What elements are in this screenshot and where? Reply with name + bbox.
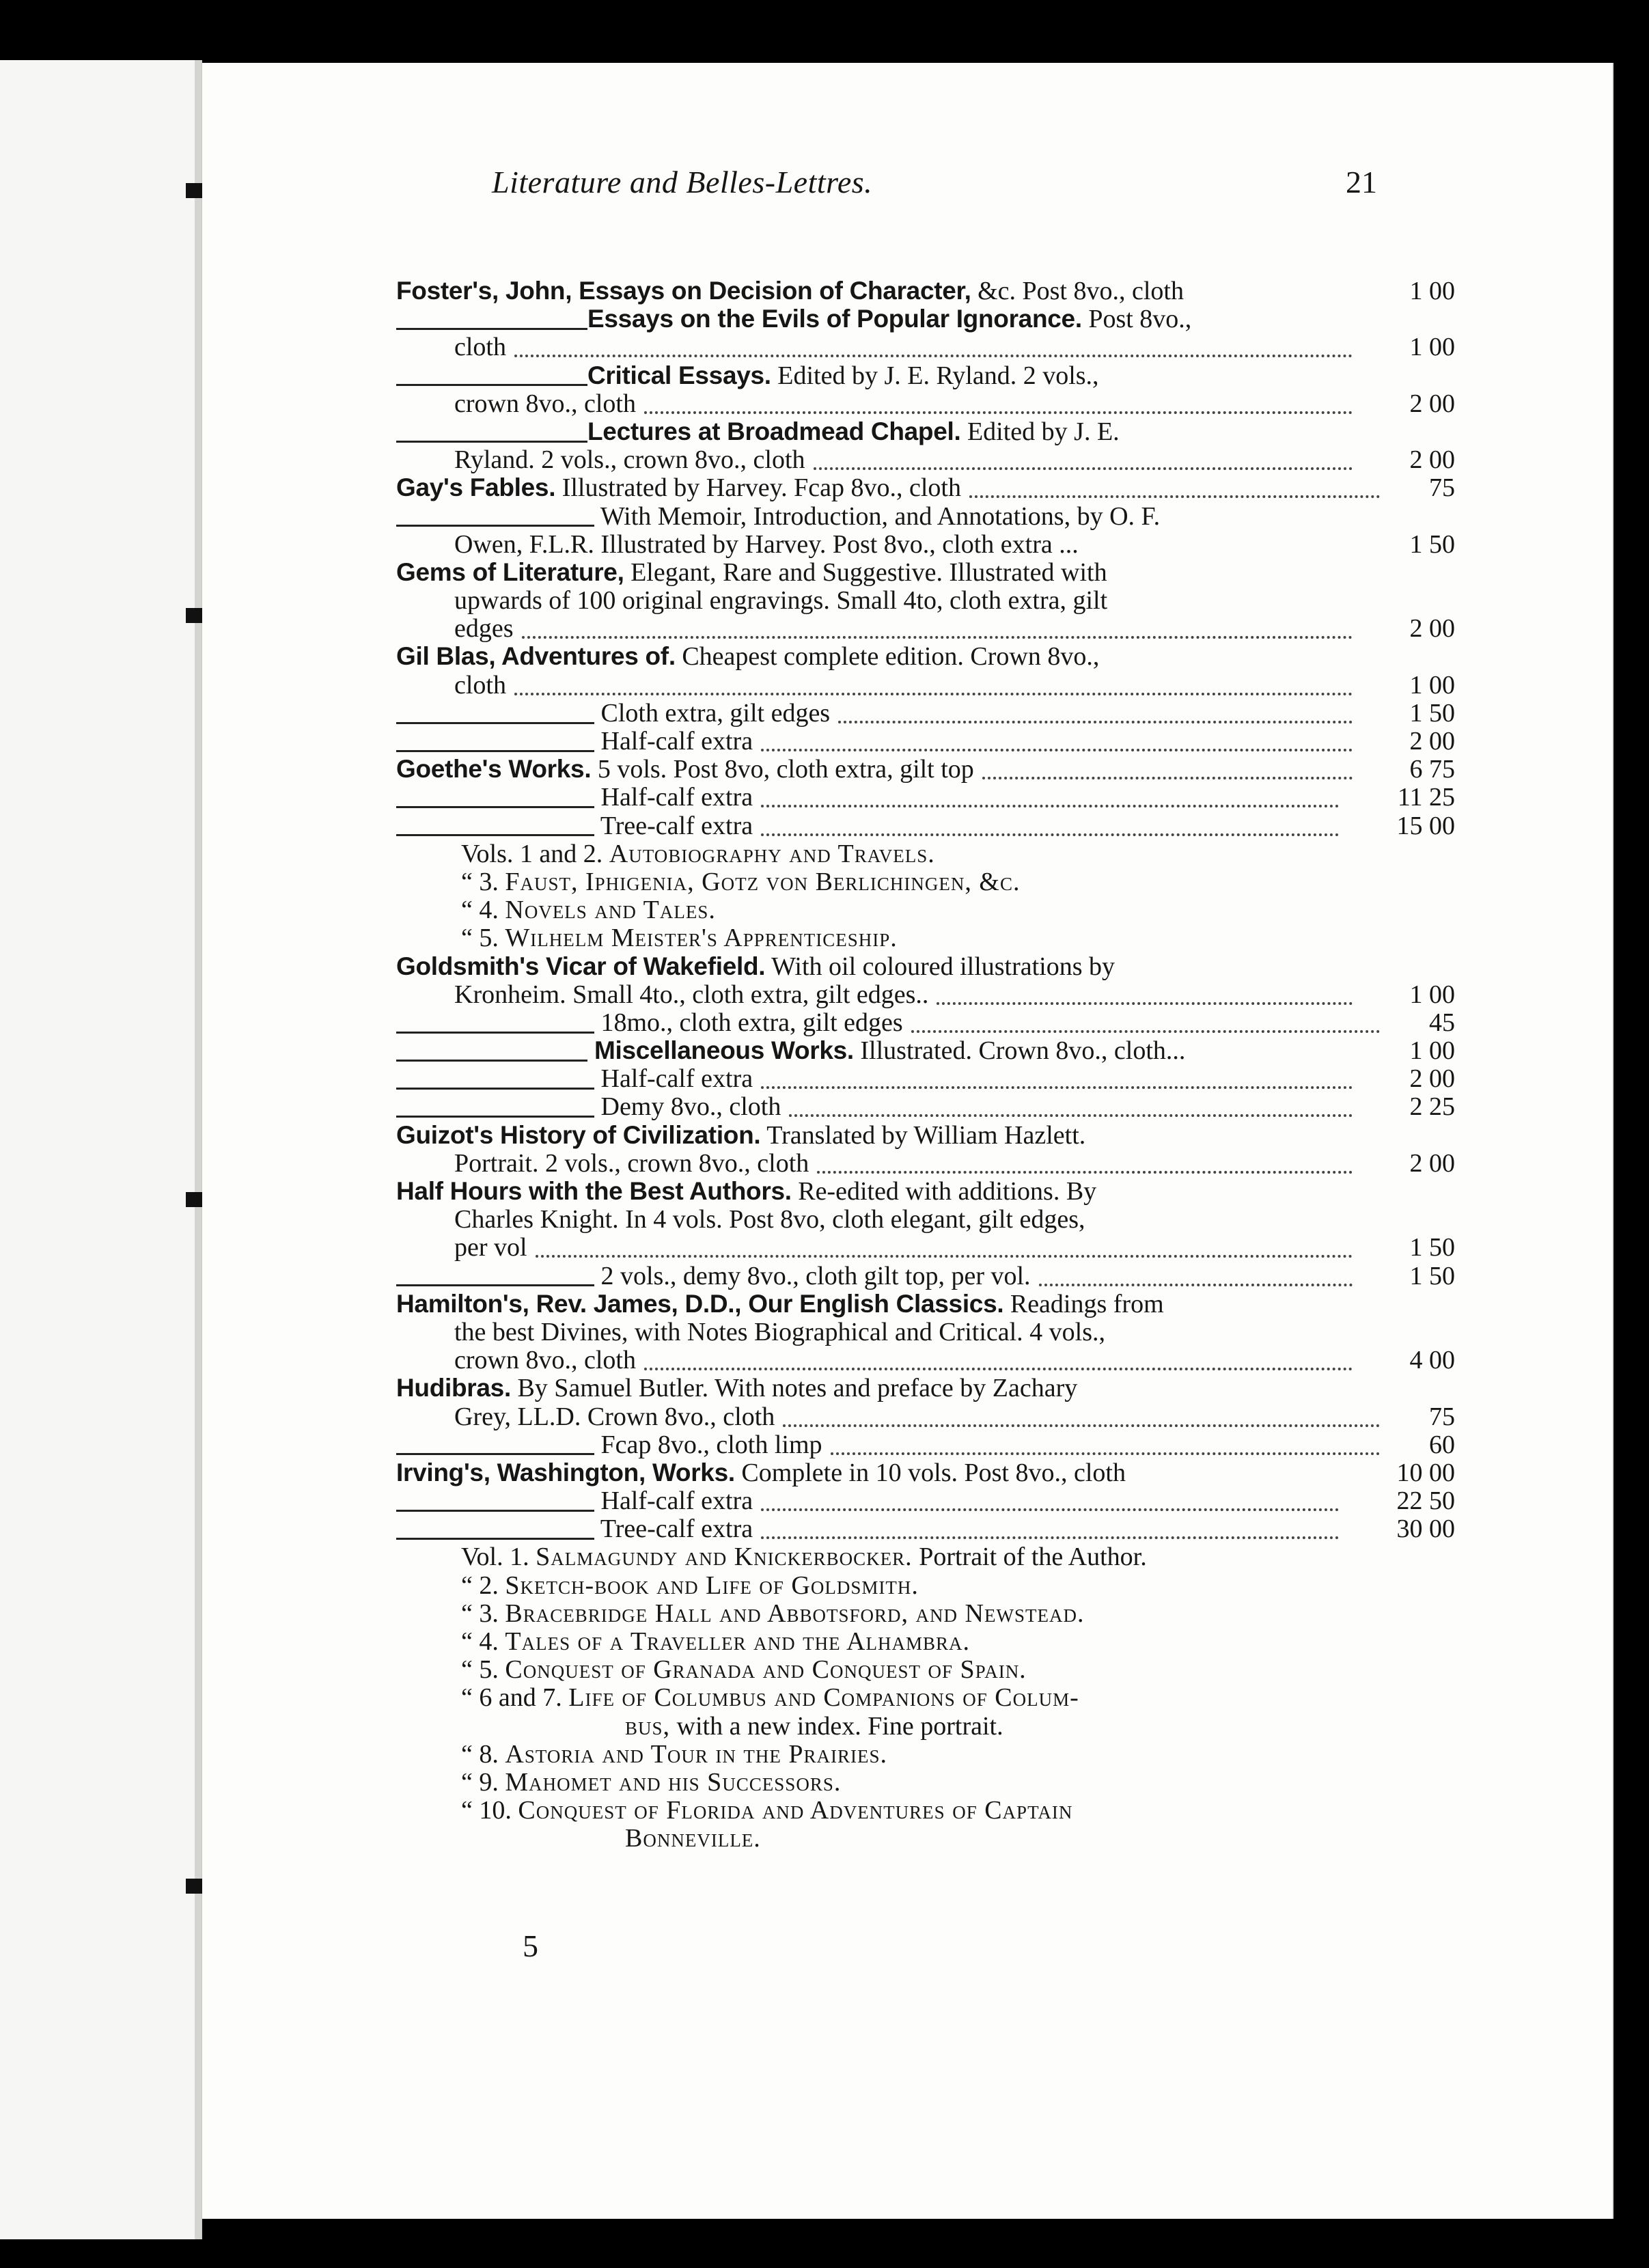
entry-text	[454, 1149, 809, 1178]
entry-text	[454, 1346, 636, 1374]
ditto-rule	[396, 707, 594, 724]
entry-description: With oil coloured illustrations by	[765, 952, 1116, 981]
entry-description: &c. Post 8vo., cloth	[971, 277, 1184, 305]
dot-leader	[969, 467, 1380, 498]
catalogue-line	[396, 1655, 1435, 1683]
price: 6 75	[1409, 755, 1455, 784]
entry-description: “ 4.	[461, 1627, 505, 1656]
entry-title: Goethe's Works.	[396, 755, 592, 784]
entry-description: Owen, F.L.R. Illustrated by Harvey. Post 8vo., cloth extra ...	[454, 529, 1079, 559]
entry-description: Elegant, Rare and Suggestive. Illustrated with	[624, 557, 1107, 587]
catalogue-line	[396, 1683, 1435, 1711]
catalogue-line	[396, 1177, 1435, 1205]
price: 60	[1429, 1430, 1455, 1459]
price: 1 50	[1409, 1233, 1455, 1262]
entry-description: “ 3.	[461, 867, 505, 896]
entry-description: Half-calf extra	[594, 783, 753, 812]
entry-text	[454, 1233, 527, 1262]
entry-description: Edited by J. E.	[960, 417, 1120, 446]
price: 10 00	[1396, 1458, 1455, 1487]
dot-leader	[761, 1057, 1353, 1089]
entry-description: “ 2.	[461, 1571, 505, 1600]
dot-leader	[814, 439, 1353, 470]
entry-text	[396, 1008, 903, 1037]
catalogue-line	[396, 1515, 1455, 1544]
price: 45	[1429, 1008, 1455, 1037]
entry-title: Gems of Literature,	[396, 557, 624, 586]
entry-description: “ 3.	[461, 1599, 505, 1628]
entry-description: Ryland. 2 vols., crown 8vo., cloth	[454, 445, 805, 475]
entry-text	[396, 812, 753, 840]
entry-description: Portrait. 2 vols., crown 8vo., cloth	[454, 1148, 809, 1178]
volume-contents: Salmagundy and Knickerbocker.	[536, 1543, 913, 1572]
dot-leader	[831, 1424, 1380, 1455]
entry-text	[461, 1796, 1072, 1825]
entry-text	[625, 1712, 1003, 1741]
dot-leader	[817, 1142, 1353, 1174]
volume-contents: Novels and Tales.	[505, 896, 716, 925]
ditto-rule	[396, 1438, 594, 1455]
catalogue-line	[396, 389, 1455, 418]
ditto-rule	[396, 1101, 594, 1118]
price: 15 00	[1396, 811, 1455, 840]
entry-description: Readings from	[1003, 1289, 1164, 1318]
price: 11 25	[1397, 783, 1455, 812]
entry-description: Edited by J. E. Ryland. 2 vols.,	[771, 361, 1099, 390]
volume-contents: Wilhelm Meister's Apprenticeship.	[505, 924, 898, 953]
entry-description: upwards of 100 original engravings. Small 4to, cloth extra, gilt	[454, 586, 1108, 616]
entry-text	[396, 1486, 753, 1515]
volume-contents: Bracebridge Hall and Abbotsford, and Newstead.	[505, 1599, 1085, 1628]
catalogue-line	[396, 1430, 1455, 1459]
catalogue-entries	[396, 277, 1455, 1853]
entry-text	[396, 1064, 753, 1093]
entry-text	[396, 1515, 753, 1543]
entry-title: Irving's, Washington, Works.	[396, 1458, 735, 1486]
price: 1 00	[1409, 333, 1455, 362]
catalogue-line	[396, 868, 1435, 896]
entry-description: “ 5.	[461, 1655, 505, 1685]
entry-title: Half Hours with the Best Authors.	[396, 1177, 792, 1205]
entry-description: Vols. 1 and 2.	[461, 839, 609, 868]
entry-text	[454, 1402, 775, 1431]
catalogue-line	[396, 1346, 1455, 1375]
page-number: 21	[1346, 165, 1377, 199]
dot-leader	[838, 692, 1353, 723]
entry-description: Tree-calf extra	[594, 1515, 753, 1544]
entry-title: Gay's Fables.	[396, 473, 556, 502]
entry-description: By Samuel Butler. With notes and preface by Zachary	[510, 1374, 1078, 1403]
catalogue-line	[396, 614, 1455, 644]
volume-contents: Life of Columbus and Companions of Colum-	[568, 1683, 1079, 1713]
ditto-rule	[396, 1269, 594, 1286]
entry-title: Goldsmith's Vicar of Wakefield.	[396, 952, 766, 980]
entry-description: per vol	[454, 1233, 527, 1262]
dot-leader	[644, 1339, 1353, 1370]
entry-title: Critical Essays.	[587, 361, 771, 389]
volume-contents: Bonneville.	[625, 1824, 761, 1853]
entry-text	[396, 1430, 822, 1459]
entry-text	[454, 530, 1079, 559]
entry-title: Essays on the Evils of Popular Ignorance.	[587, 305, 1082, 333]
ditto-rule	[396, 1495, 594, 1512]
entry-text	[461, 1543, 1147, 1571]
entry-text	[461, 1627, 970, 1656]
entry-title: Hudibras.	[396, 1374, 511, 1402]
price: 1 00	[1409, 1036, 1455, 1066]
price: 2 00	[1409, 445, 1455, 475]
entry-description: the best Divines, with Notes Biographical and Critical. 4 vols.,	[454, 1317, 1106, 1346]
price: 75	[1429, 1402, 1455, 1431]
price: 1 00	[1409, 277, 1455, 305]
entry-description: Half-calf extra	[594, 1486, 753, 1516]
entry-description: Illustrated by Harvey. Fcap 8vo., cloth	[555, 473, 961, 503]
ditto-rule	[396, 735, 594, 752]
dot-leader	[937, 973, 1353, 1005]
ditto-rule	[396, 1017, 594, 1034]
entry-description: crown 8vo., cloth	[454, 1346, 636, 1375]
catalogue-line	[396, 1261, 1455, 1290]
entry-description: cloth	[454, 333, 506, 362]
price: 2 00	[1409, 727, 1455, 756]
entry-text	[461, 1599, 1084, 1628]
price: 2 00	[1409, 389, 1455, 418]
catalogue-line	[396, 924, 1435, 952]
entry-description: Re-edited with additions. By	[791, 1177, 1097, 1206]
price: 4 00	[1409, 1346, 1455, 1375]
entry-text	[396, 1290, 1164, 1318]
entry-text	[454, 389, 636, 418]
entry-description: Cheapest complete edition. Crown 8vo.,	[675, 642, 1100, 672]
volume-contents: Astoria and Tour in the Prairies.	[505, 1739, 887, 1769]
catalogue-line	[396, 333, 1455, 362]
catalogue-line	[396, 840, 1435, 868]
catalogue-line	[396, 1824, 1435, 1852]
catalogue-line	[396, 1599, 1435, 1627]
entry-description: Fcap 8vo., cloth limp	[594, 1430, 822, 1459]
price: 1 50	[1409, 1261, 1455, 1290]
price: 75	[1429, 473, 1455, 503]
entry-text	[396, 727, 753, 756]
catalogue-line	[396, 473, 1455, 503]
volume-contents: Sketch-book and Life of Goldsmith.	[505, 1571, 919, 1600]
volume-contents: Conquest of Florida and Adventures of Captain	[518, 1796, 1073, 1825]
dot-leader	[514, 664, 1353, 695]
catalogue-line	[396, 896, 1435, 924]
dot-leader	[761, 1508, 1339, 1539]
catalogue-line	[396, 1092, 1455, 1122]
entry-description: “ 5.	[461, 924, 505, 953]
entry-description: Half-calf extra	[594, 727, 753, 756]
dot-leader	[1039, 1255, 1353, 1286]
price: 1 50	[1409, 698, 1455, 728]
entry-text	[461, 840, 935, 868]
entry-description: Cloth extra, gilt edges	[594, 698, 831, 728]
entry-description: “ 4.	[461, 896, 505, 925]
entry-description: Kronheim. Small 4to., cloth extra, gilt edges..	[454, 980, 929, 1009]
entry-description: Tree-calf extra	[594, 811, 753, 840]
entry-text	[461, 1655, 1027, 1684]
catalogue-line	[396, 811, 1455, 840]
entry-description: Charles Knight. In 4 vols. Post 8vo, cloth elegant, gilt edges,	[454, 1205, 1085, 1234]
volume-note: Portrait of the Author.	[912, 1543, 1147, 1572]
entry-description: Complete in 10 vols. Post 8vo., cloth	[734, 1458, 1126, 1487]
entry-description: Post 8vo.,	[1081, 305, 1192, 334]
entry-description: 18mo., cloth extra, gilt edges	[594, 1008, 903, 1037]
volume-contents: Tales of a Traveller and the Alhambra.	[505, 1627, 970, 1656]
ditto-rule	[396, 1073, 594, 1090]
dot-leader	[761, 1480, 1339, 1511]
signature-mark: 5	[523, 1928, 538, 1963]
entry-description: cloth	[454, 670, 506, 700]
entry-description: Translated by William Hazlett.	[760, 1120, 1086, 1150]
dot-leader	[514, 326, 1353, 357]
entry-text	[461, 1683, 1079, 1712]
price: 30 00	[1396, 1515, 1455, 1544]
catalogue-line	[396, 277, 1455, 305]
price: 1 50	[1409, 529, 1455, 559]
entry-description: “ 8.	[461, 1739, 505, 1769]
volume-contents: Autobiography and Travels.	[609, 839, 935, 868]
entry-title: Foster's, John, Essays on Decision of Character,	[396, 277, 971, 305]
catalogue-line	[396, 1148, 1455, 1178]
entry-text	[454, 445, 805, 474]
dot-leader	[644, 383, 1353, 414]
volume-contents: Faust, Iphigenia, Gotz von Berlichingen, &c.	[505, 867, 1021, 896]
dot-leader	[911, 1001, 1380, 1033]
dot-leader	[789, 1085, 1353, 1117]
ditto-rule	[396, 510, 594, 527]
entry-title: Miscellaneous Works.	[587, 1036, 854, 1065]
ditto-rule	[396, 1523, 594, 1540]
entry-text	[396, 502, 1160, 531]
dot-leader	[761, 776, 1339, 807]
volume-note: with a new index. Fine portrait.	[670, 1711, 1003, 1741]
entry-text	[461, 1740, 887, 1769]
price: 22 50	[1396, 1486, 1455, 1516]
volume-contents: Mahomet and his Successors.	[505, 1767, 842, 1797]
entry-description: “ 10.	[461, 1796, 518, 1825]
price: 2 25	[1409, 1092, 1455, 1122]
catalogue-line	[396, 558, 1435, 586]
entry-title: Hamilton's, Rev. James, D.D., Our English Classics.	[396, 1289, 1004, 1318]
catalogue-line	[396, 502, 1435, 530]
catalogue-line	[396, 1768, 1435, 1796]
entry-text	[454, 614, 514, 643]
facing-page-edge	[0, 60, 202, 2239]
entry-title: Gil Blas, Adventures of.	[396, 642, 676, 671]
dot-leader	[536, 1226, 1353, 1258]
dot-leader	[982, 748, 1353, 779]
entry-description: Illustrated. Crown 8vo., cloth...	[853, 1036, 1186, 1066]
catalogue-line	[396, 1740, 1435, 1768]
entry-text	[396, 1262, 1031, 1290]
entry-title: Lectures at Broadmead Chapel.	[587, 417, 961, 445]
volume-contents: bus,	[625, 1711, 671, 1741]
entry-description: With Memoir, Introduction, and Annotations, by O. F.	[594, 501, 1161, 531]
entry-text	[454, 980, 928, 1009]
catalogue-line	[396, 529, 1455, 559]
entry-text	[396, 277, 1184, 305]
catalogue-line	[396, 1290, 1435, 1318]
entry-description: edges	[454, 614, 514, 644]
entry-description: “ 9.	[461, 1767, 505, 1797]
price: 1 00	[1409, 980, 1455, 1009]
entry-text	[461, 1571, 919, 1600]
dot-leader	[761, 805, 1339, 836]
entry-text	[454, 671, 506, 700]
catalogue-line	[396, 1712, 1435, 1740]
entry-text	[396, 473, 961, 502]
entry-description: Grey, LL.D. Crown 8vo., cloth	[454, 1402, 775, 1431]
catalogue-line	[396, 1543, 1435, 1571]
price: 2 00	[1409, 614, 1455, 644]
running-title: Literature and Belles-Lettres.	[492, 165, 873, 199]
catalogue-line	[396, 1627, 1435, 1655]
volume-contents: Conquest of Granada and Conquest of Spain.	[505, 1655, 1027, 1685]
dot-leader	[783, 1396, 1380, 1427]
price: 2 00	[1409, 1064, 1455, 1094]
dot-leader	[522, 607, 1353, 639]
entry-text	[461, 924, 898, 952]
entry-text	[396, 558, 1107, 587]
ditto-rule	[396, 819, 594, 836]
catalogue-line	[396, 1796, 1435, 1824]
entry-description: Vol. 1.	[461, 1543, 536, 1572]
entry-text	[461, 896, 716, 924]
entry-description: “ 6 and 7.	[461, 1683, 569, 1713]
entry-text	[461, 1768, 841, 1797]
ditto-rule	[396, 791, 594, 808]
entry-description: crown 8vo., cloth	[454, 389, 636, 418]
entry-text	[396, 1092, 781, 1121]
entry-title: Guizot's History of Civilization.	[396, 1120, 761, 1149]
ditto-rule	[396, 1045, 587, 1062]
ditto-rule	[396, 369, 587, 386]
price: 2 00	[1409, 1148, 1455, 1178]
entry-description: Demy 8vo., cloth	[594, 1092, 781, 1122]
entry-description: Half-calf extra	[594, 1064, 753, 1094]
entry-description: 2 vols., demy 8vo., cloth gilt top, per vol.	[594, 1261, 1031, 1290]
entry-text	[625, 1824, 761, 1853]
price: 1 00	[1409, 670, 1455, 700]
entry-text	[461, 868, 1020, 896]
dot-leader	[761, 720, 1353, 751]
page-gutter	[195, 60, 202, 2239]
catalogue-line	[396, 1008, 1455, 1037]
entry-text	[396, 783, 753, 812]
catalogue-line	[396, 1571, 1435, 1599]
entry-description: 5 vols. Post 8vo, cloth extra, gilt top	[591, 755, 974, 784]
entry-text	[454, 333, 506, 361]
entry-text	[396, 1177, 1096, 1206]
ditto-rule	[396, 426, 587, 443]
